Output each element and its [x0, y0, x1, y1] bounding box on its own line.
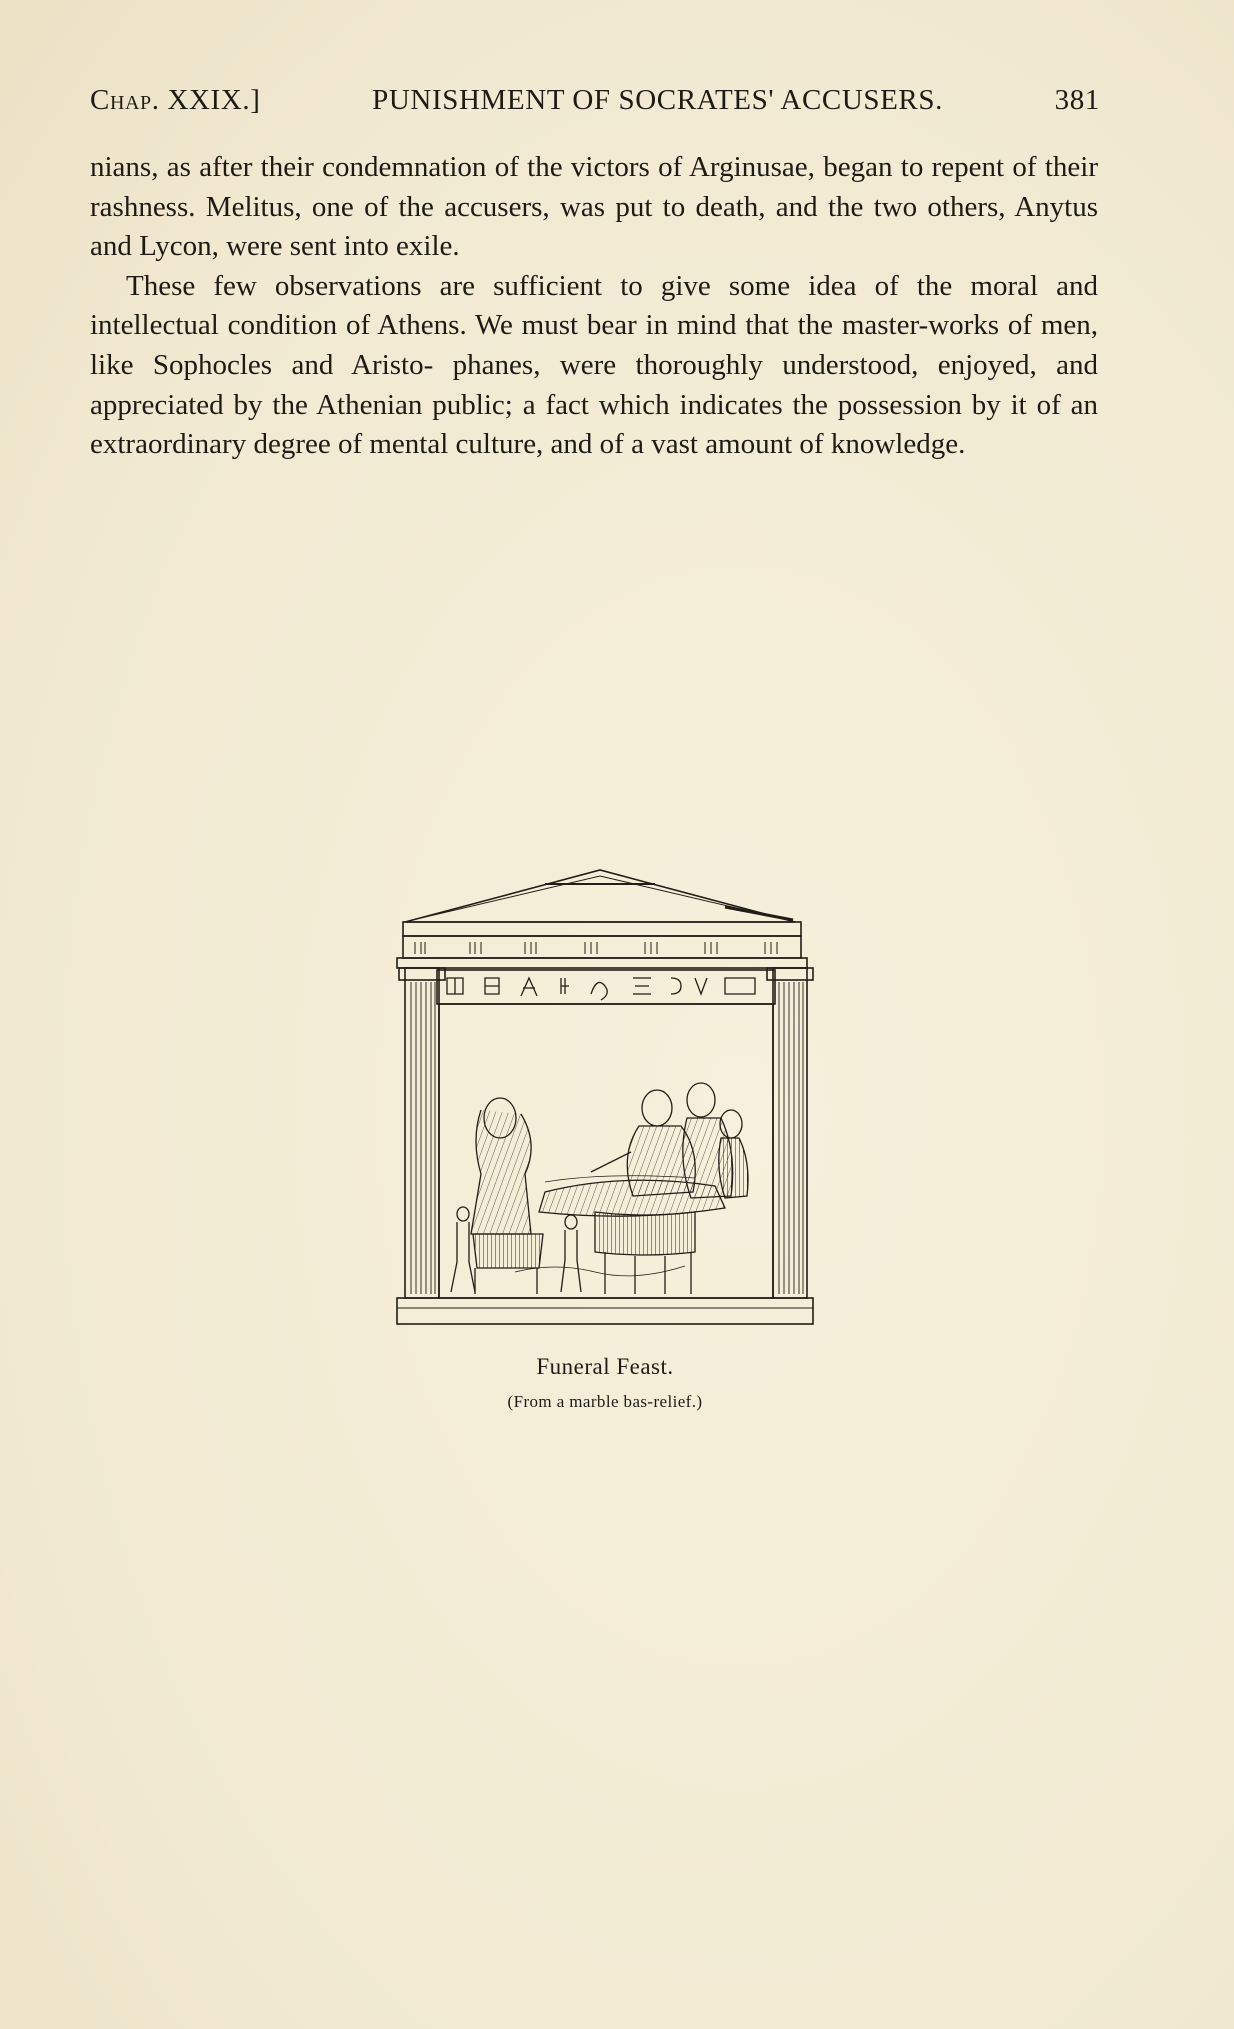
- funeral-feast-relief-illustration: [395, 862, 815, 1344]
- header-title: PUNISHMENT OF SOCRATES' ACCUSERS.: [372, 84, 943, 116]
- text-line: was put to death, and the two others, Anytus and Lycon, were: [90, 190, 1099, 263]
- figure-source: (From a marble bas-relief.): [507, 1392, 703, 1411]
- page-number: 381: [1054, 84, 1100, 116]
- text-line: of an extraordinary degree of mental culture, and of a vast: [90, 388, 1099, 461]
- text-line: amount of knowledge.: [705, 428, 966, 461]
- figure-caption: Funeral Feast.: [536, 1354, 674, 1379]
- text-line: moral and intellectual condition of Athens. We must bear in: [90, 269, 1099, 342]
- paragraph-2: [90, 267, 1098, 465]
- text-line: mind that the master-works of men, like Sophocles and Aristo-: [90, 309, 1098, 381]
- text-line: the Athenian public; a fact which indicates the possession by it: [272, 388, 1027, 421]
- text-line: began to repent of their rashness. Melitus, one of the accusers,: [90, 151, 1099, 223]
- body-text: [90, 148, 1098, 465]
- chapter-label: Chap. XXIX.]: [90, 84, 261, 116]
- text-line: phanes, were thoroughly understood, enjoyed, and appreciated by: [90, 348, 1099, 421]
- text-line: sent into exile.: [289, 230, 460, 263]
- paragraph-1: [90, 148, 1098, 267]
- text-line: These few observations are sufficient to give some idea of the: [126, 269, 953, 302]
- text-line: nians, as after their condemnation of the victors of Arginusae,: [90, 151, 815, 183]
- running-header: [90, 84, 1100, 117]
